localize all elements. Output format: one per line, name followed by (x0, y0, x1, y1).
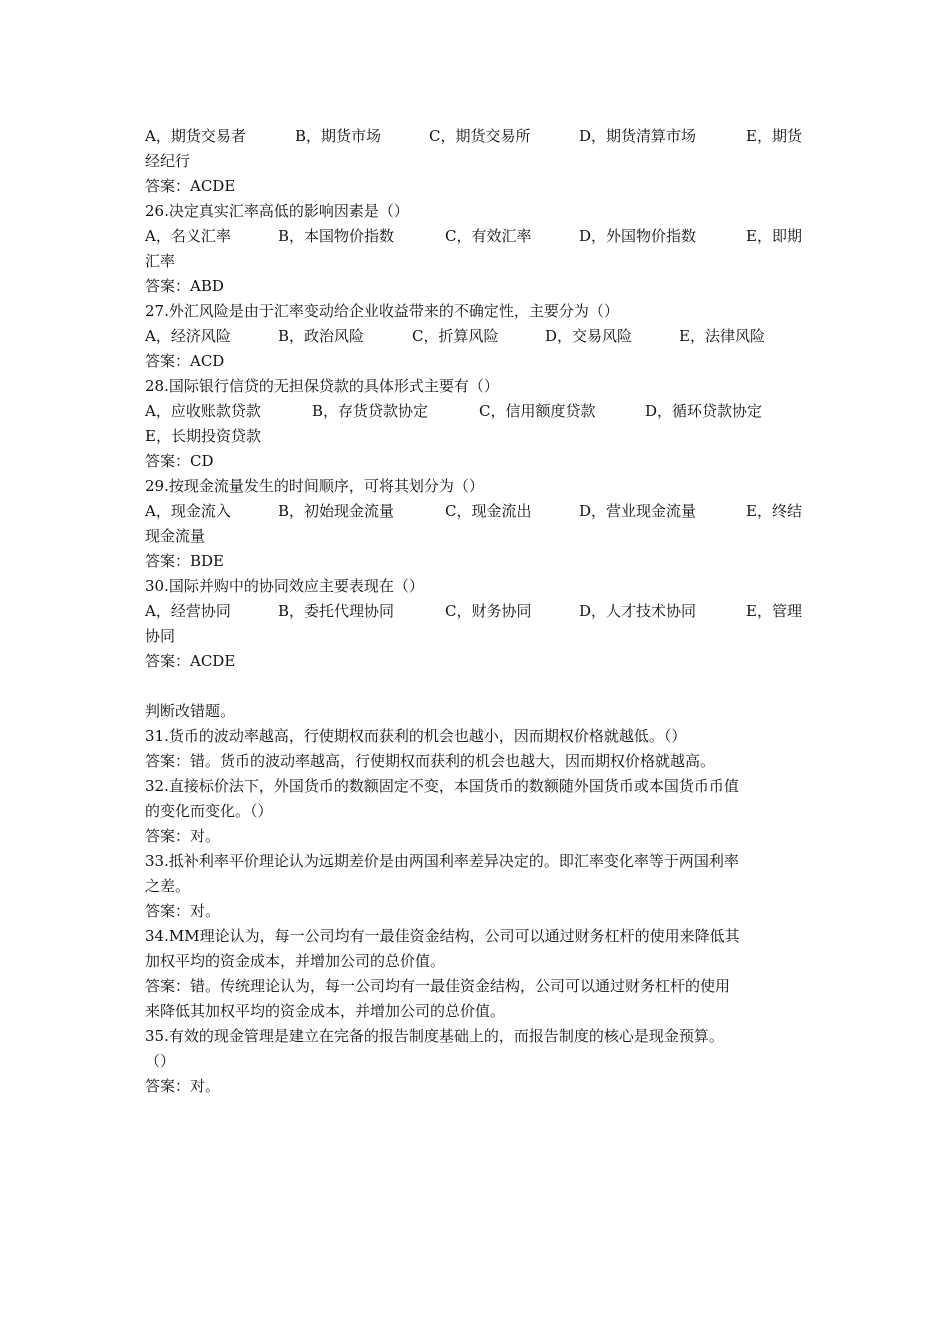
q33-question-line2: 之差。 (145, 877, 191, 895)
q30-option-c: C，财务协同 (445, 602, 532, 620)
q25-option-e: E，期货 (746, 127, 802, 145)
q32-question-line1: 32.直接标价法下，外国货币的数额固定不变，本国货币的数额随外国货币或本国货币币值 (145, 777, 739, 795)
q30-option-d: D，人才技术协同 (579, 602, 697, 620)
q28-option-b: B，存货贷款协定 (312, 402, 429, 420)
section-title: 判断改错题。 (145, 702, 236, 720)
q34-answer-line1: 答案：错。传统理论认为，每一公司均有一最佳资金结构，公司可以通过财务杠杆的使用 (145, 977, 731, 995)
q25-options-wrap: 经纪行 (145, 152, 191, 170)
q27-option-e: E，法律风险 (679, 327, 765, 345)
q27-option-a: A，经济风险 (145, 327, 231, 345)
q25-options (145, 124, 810, 149)
q28-options-wrap: E，长期投资贷款 (145, 427, 261, 445)
q34-answer-line2: 来降低其加权平均的资金成本，并增加公司的总价值。 (145, 1002, 506, 1020)
q26-option-b: B，本国物价指数 (278, 227, 395, 245)
q28-option-a: A，应收账款贷款 (145, 402, 261, 420)
q28-answer: 答案：CD (145, 452, 214, 470)
q26-option-c: C，有效汇率 (445, 227, 532, 245)
q33-question-line1: 33.抵补利率平价理论认为远期差价是由两国利率差异决定的。即汇率变化率等于两国利率 (145, 852, 739, 870)
q29-options-wrap: 现金流量 (145, 527, 206, 545)
q30-question: 30.国际并购中的协同效应主要表现在（） (145, 577, 424, 595)
q31-question: 31.货币的波动率越高，行使期权而获利的机会也越小，因而期权价格就越低。（） (145, 727, 687, 745)
q33-answer: 答案：对。 (145, 902, 221, 920)
q32-question-line2: 的变化而变化。（） (145, 802, 273, 820)
q29-answer: 答案：BDE (145, 552, 224, 570)
q27-options (145, 324, 810, 349)
q25-option-a: A，期货交易者 (145, 127, 246, 145)
q30-options-wrap: 协同 (145, 627, 176, 645)
q26-answer: 答案：ABD (145, 277, 224, 295)
q32-answer: 答案：对。 (145, 827, 221, 845)
q29-option-e: E，终结 (746, 502, 802, 520)
q29-option-b: B，初始现金流量 (278, 502, 395, 520)
q25-answer: 答案：ACDE (145, 177, 236, 195)
q30-option-b: B，委托代理协同 (278, 602, 395, 620)
q26-options-wrap: 汇率 (145, 252, 176, 270)
q30-option-e: E，管理 (746, 602, 802, 620)
q31-answer: 答案：错。货币的波动率越高，行使期权而获利的机会也越大，因而期权价格就越高。 (145, 752, 716, 770)
q29-question: 29.按现金流量发生的时间顺序，可将其划分为（） (145, 477, 484, 495)
q34-question-line1: 34.MM理论认为，每一公司均有一最佳资金结构，公司可以通过财务杠杆的使用来降低其 (145, 927, 740, 945)
q26-option-a: A，名义汇率 (145, 227, 231, 245)
section-spacer (145, 674, 810, 699)
q26-option-d: D，外国物价指数 (579, 227, 697, 245)
q25-option-b: B，期货市场 (295, 127, 382, 145)
q35-question-line2: （） (145, 1052, 176, 1070)
q25-option-d: D，期货清算市场 (579, 127, 697, 145)
q26-option-e: E，即期 (746, 227, 802, 245)
q30-options (145, 599, 810, 624)
q27-option-d: D，交易风险 (545, 327, 633, 345)
q34-question-line2: 加权平均的资金成本，并增加公司的总价值。 (145, 952, 446, 970)
q26-question: 26.决定真实汇率高低的影响因素是（） (145, 202, 409, 220)
q30-option-a: A，经营协同 (145, 602, 231, 620)
q29-option-c: C，现金流出 (445, 502, 532, 520)
q27-question: 27.外汇风险是由于汇率变动给企业收益带来的不确定性，主要分为（） (145, 302, 619, 320)
q26-options (145, 224, 810, 249)
q28-options (145, 399, 810, 424)
q29-option-a: A，现金流入 (145, 502, 231, 520)
q25-option-c: C，期货交易所 (429, 127, 531, 145)
q35-answer: 答案：对。 (145, 1077, 221, 1095)
q29-option-d: D，营业现金流量 (579, 502, 697, 520)
q27-option-c: C，折算风险 (412, 327, 499, 345)
q29-options (145, 499, 810, 524)
q35-question-line1: 35.有效的现金管理是建立在完备的报告制度基础上的，而报告制度的核心是现金预算。 (145, 1027, 724, 1045)
document-page (145, 124, 810, 1099)
q28-option-d: D，循环贷款协定 (645, 402, 763, 420)
q27-answer: 答案：ACD (145, 352, 225, 370)
q28-question: 28.国际银行信贷的无担保贷款的具体形式主要有（） (145, 377, 499, 395)
q28-option-c: C，信用额度贷款 (479, 402, 596, 420)
q30-answer: 答案：ACDE (145, 652, 236, 670)
q27-option-b: B，政治风险 (278, 327, 365, 345)
